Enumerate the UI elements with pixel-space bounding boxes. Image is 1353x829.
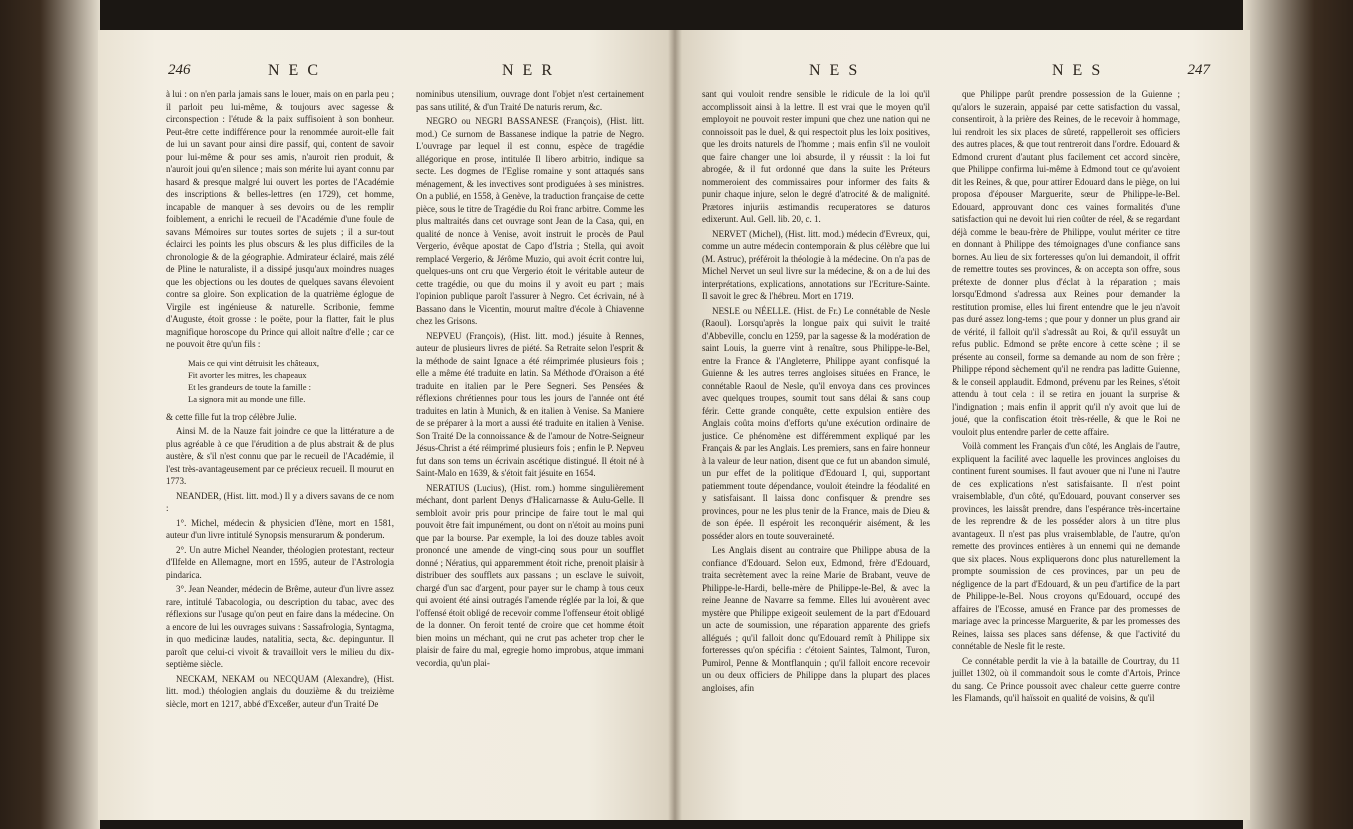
right-headword-1: NES [809,62,867,79]
paragraph: NERATIUS (Lucius), (Hist. rom.) homme singulièrement méchant, dont parlent Denys d'Halicarnasse & Aulu-Gelle. Il sembloit avoir pris pour principe de faire tout le mal qui pouvoit être fait impunément, ou dont on n'étoit au moins puni que par la bourse. Par exemple, la loi des douze tables avoit prononcé une amende de vingt-cinq sous pour un soufflet donné ; Nératius, qui apparemment étoit riche, prenoit plaisir à distribuer des soufflets aux passans ; un esclave le suivoit, chargé d'un sac d'argent, pour payer sur le champ à tous ceux qui avoient été ainsi outragés l'amende réglée par la loi, & que l'offensé étoit obligé de recevoir comme l'offenseur étoit obligé de la donner. On feroit tenté de croire que cet homme étoit bien moins un méchant, qui ne crut pas acheter trop cher le plaisir de faire du mal, egregie homo improbus, atque immani vecordia, qu'un plai- [416,482,644,668]
verse-line: Fit avorter les mitres, les chapeaux [188,369,307,380]
paragraph: nominibus utensilium, ouvrage dont l'objet n'est certainement pas sans utilité, & d'un Traité De naturis rerum, &c. [416,89,644,112]
verse-line: La signora mit au monde une fille. [188,393,306,404]
paragraph: que Philippe parût prendre possession de la Guienne ; qu'alors le suzerain, appaisé par cette satisfaction du vassal, consentiroit, à la prière des Reines, de le recevoir à hommage, lui rendroit les six places de sûreté, rappelleroit ses officiers des autres places, & que tout rentreroit dans l'ordre. Edouard & Edmond crurent d'autant plus facilement cet accord sincère, que Philippe confirma lui-même à Edmond tout ce qu'avoient dit les Reines, & que, pour attirer Edouard dans le piège, on lui proposa d'épouser Marguerite, sœur de Philippe-le-Bel. Edouard, approuvant donc ces vaines formalités d'une satisfaction qui ne devoit lui rien coûter de réel, & se regardant déjà comme le beau-frère de Philippe, voulut mériter ce titre en donnant à Philippe des témoignages d'une confiance sans bornes. Au lieu de six forteresses qu'on lui demandoit, il offrit de remettre toutes ses provinces, & on accepta son offre, sous prétexte de donner plus d'éclat à la réparation ; mais lorsqu'Edmond s'adressa aux Reines pour demander la restitution promise, elles lui firent entendre que le jeu n'avoit pas duré assez long-tems ; que pour y donner un plus grand air de vérité, il falloit qu'il s'adressât au Roi, & qu'il essuyât un refus public. Edmond se prête encore à cette scène ; il se présente au conseil, forme sa demande au nom de son frère ; Philippe répond sèchement qu'il ne rendra pas laditte Guienne, & le conseil applaudit. Edmond, prévenu par les Reines, s'étoit attendu à tout cela : il se retira en jouant la surprise & l'indignation ; mais enfin il apprit qu'il n'y avoit que lui de joué, que la confiscation étoit très-réelle, & que le Roi ne vouloit plus entendre parler de cette affaire. [952,89,1180,437]
left-page [98,30,674,820]
paragraph: NECKAM, NEKAM ou NECQUAM (Alexandre), (Hist. litt. mod.) théologien anglais du douzième & du treizième siècle, mort en 1217, abbé d'Exceßer, auteur d'un Traité De [166,673,394,709]
left-page-header [98,62,674,86]
verse-line: Mais ce qui vint détruisit les châteaux, [188,357,320,368]
paragraph: 2°. Un autre Michel Neander, théologien protestant, recteur d'Ilfelde en Allemagne, mort en 1595, auteur de l'Astrologia pindarica. [166,544,394,580]
left-page-number: 246 [168,62,191,78]
left-column-1 [166,88,394,712]
paragraph: NEPVEU (François), (Hist. litt. mod.) jésuite à Rennes, auteur de plusieurs livres de piété. Sa Retraite selon l'esprit & la méthode de saint Ignace a été réimprimée plusieurs fois ; elle a même été traduite en latin. Sa Méthode d'Oraison a été traduite en italien par le Pere Segneri. Ses Pensées & réflexions chrétiennes pour tous les jours de l'année ont été traduites en latin à Munich, & en italien à Venise. Sa Maniere de se préparer à la mort a aussi été traduite en italien à Venise. Son Traité De la connoissance & de l'amour de Notre-Seigneur Jésus-Christ a été réimprimé plusieurs fois ; enfin le P. Nepveu fut dans son tems un écrivain ascétique distingué. Il étoit né à Saint-Malo en 1639, & s'étoit fait jésuite en 1654. [416,330,644,478]
left-headword-2: NER [502,62,561,79]
paragraph: à lui : on n'en parla jamais sans le louer, mais on en parla peu ; il parloit peu lui-même, & toujours avec sagesse & circonspection : l'étude & la paix suffisoient à son bonheur. Peut-être cette indifférence pour la renommée auroit-elle fait de lui un savant pour ainsi dire passif, qui, content de savoir pour lui-même & pour ses amis, n'auroit rien produit, & n'auroit joui qu'en silence ; mais son mérite lui ayant connu par hasard & presque malgré lui ouvert les portes de l'Académie des inscriptions & belles-lettres (en 1729), cet homme, incapable de manquer à ses devoirs ou de les remplir foiblement, a enrichi le recueil de l'Académie d'une foule de savans Mémoires sur toutes sortes de sujets ; il a sur-tout éclairci les points les plus obscurs & les plus difficiles de la chronologie & de la géographie. Admirateur éclairé, mais zélé de Pline le naturaliste, il a dissipé jusqu'aux moindres nuages que les objections ou les doutes de quelques savans élevoient contre sa gloire. Son explication de la quatrième églogue de Virgile est ingénieuse & naturelle. Scribonie, femme d'Auguste, étoit grosse : le poëte, pour la flatter, fait le plus magnifique horoscope du Prince qui alloit naître d'elle ; car ce ne pouvoit être qu'un fils : [166,89,394,349]
right-column-2 [952,88,1180,707]
paragraph: 3°. Jean Neander, médecin de Brême, auteur d'un livre assez rare, intitulé Tabacologia, ou description du tabac, avec des réflexions sur l'usage qu'on peut en faire dans la médecine. On a encore de lui les ouvrages suivans : Sassafrologia, Syntagma, in quo medicinæ laudes, natalitia, secta, &c. depinguntur. Il paroît que celui-ci vivoit & travailloit vers le milieu du dix-septième siècle. [166,584,394,669]
paragraph: NEGRO ou NEGRI BASSANESE (François), (Hist. litt. mod.) Ce surnom de Bassanese indique la patrie de Negro. L'ouvrage par lequel il est connu, espèce de tragédie allégorique en prose, intitulée Il libero arbitrio, indique sa secte. Les dogmes de l'Eglise romaine y sont attaqués sans ménagement, & les invectives sont prodiguées à ses ministres. On a publié, en 1558, à Genève, la traduction française de cette pièce, sous le titre de Tragédie du Roi franc arbitre. Comme les plus maltraités dans cet ouvrage sont Jean de la Casa, qui, en qualité de nonce à Venise, avoit instruit le procès de Paul Vergerio, évêque apostat de Capo d'Istria ; Stella, qui avoit remplacé Vergerio, & Jérôme Muzio, qui avoit écrit contre lui, quelques-uns ont cru que Vergerio étoit le véritable auteur de cette tragédie, ou que du moins il y avoit eu part ; mais l'opinion publique paroît l'assurer à Negro. Cet écrivain, né à Bassano dans le Vicentin, mourut maître d'école à Chiavenne chez les Grisons. [416,116,644,326]
left-headword-1: NEC [268,62,327,79]
left-cover-edge [0,0,100,829]
paragraph: Les Anglais disent au contraire que Philippe abusa de la confiance d'Edouard. Selon eux, Edmond, frère d'Edouard, traita secrètement avec la reine Marie de Brabant, veuve de Philippe-le-Hardi, belle-mère de Philippe-le-Bel, & avec la reine Jeanne de Navarre sa femme. Elles lui avouèrent avec mystère que Philippe exigeoit seulement de la part d'Edouard un acte de soumission, une réparation apparente des griefs allégués ; qu'il falloit donc qu'Edouard remît à Philippe six forteresses qu'on spécifia : c'étoient Saintes, Talmont, Turon, Pumirol, Penne & Montflanquin ; qu'il falloit encore recevoir un ou deux officiers de Philippe dans la plupart des places angloises, afin [702,545,930,693]
left-column-2 [416,88,644,671]
paragraph: Ce connétable perdit la vie à la bataille de Courtray, du 11 juillet 1302, où il commandoit sous le comte d'Artois, Prince du sang. Ce Prince poussoit avec chaleur cette guerre contre les Flamands, qu'il haïssoit en qualité de voisins, & qu'il [952,655,1180,703]
paragraph: Ainsi M. de la Nauze fait joindre ce que la littérature a de plus agréable à ce que l'érudition a de plus abstrait & de plus austère, & s'il n'est connu que par le recueil de l'Académie, il l'est très-avantageusement par ce précieux recueil. Il mourut en 1773. [166,426,394,486]
right-column-1 [702,88,930,696]
paragraph: 1°. Michel, médecin & physicien d'Iène, mort en 1581, auteur d'un livre intitulé Synopsis mensurarum & ponderum. [166,517,394,540]
right-cover-edge [1243,0,1353,829]
right-page [674,30,1250,820]
right-page-number: 247 [1187,62,1210,78]
paragraph: & cette fille fut la trop célèbre Julie. [166,411,297,422]
paragraph: NEANDER, (Hist. litt. mod.) Il y a divers savans de ce nom : [166,490,394,513]
paragraph: NESLE ou NÉELLE. (Hist. de Fr.) Le connétable de Nesle (Raoul). Lorsqu'après la longue paix qui suivit le traité d'Abbeville, conclu en 1259, par la sagesse & la modération de saint Louis, la guerre vint à renaître, sous Philippe-le-Bel, entre la France & l'Angleterre, Philippe ayant confisqué la Guienne & les autres terres angloises situées en France, le connétable Raoul de Nesle, qu'il envoya dans ces provinces avec quelques troupes, soumit tout sans délai & sans coup férir. Cette grande conquête, cette expulsion entière des Anglais coûta moins d'efforts qu'une exécution ordinaire de justice. Ce phénomène est différemment expliqué par les Français & par les Anglais. Les premiers, sans en faire honneur à la valeur de leur nation, disent que ce fut un abandon simulé, un pur effet de la politique d'Edouard I, qui, supportant patiemment toute dépendance, vouloit éteindre la féodalité en y satisfaisant. Il laissa donc confisquer & prendre ses provinces, pour ne les plus tenir de la France, mais de Dieu & de son épée. Il espéroit les reconquérir aisément, & les posséder alors en toute souveraineté. [702,305,930,541]
verse-block [188,357,394,405]
paragraph: Voilà comment les Français d'un côté, les Anglais de l'autre, expliquent la facilité avec laquelle les provinces angloises du continent furent soumises. Il faut avouer que ni l'une ni l'autre de ces explications n'est satisfaisante. Il n'est point vraisemblable, d'un côté, qu'Edouard, pouvant conserver ses provinces, les laissât prendre, dans l'espérance très-incertaine de les reprendre & de les posséder alors à un titre plus avantageux. Il n'est pas plus vraisemblable, de l'autre, qu'on remette des provinces entières à un ennemi qui ne demande que six places. Nous expliquerons donc plus naturellement la prompte soumission de ces provinces, par un peu de négligence de la part d'Edouard, & un peu d'artifice de la part de Philippe-le-Bel. Nous croyons qu'Edouard, occupé des affaires de l'Ecosse, amusé en France par des promesses de mariage avec la princesse Marguerite, & par les promesses des Reines, laissa ses places sans défense, & que l'activité du connétable de Nesle fit le reste. [952,441,1180,651]
verse-line: Et les grandeurs de toute la famille : [188,381,311,392]
right-headword-2: NES [1052,62,1110,79]
paragraph: NERVET (Michel), (Hist. litt. mod.) médecin d'Evreux, qui, comme un autre médecin contemporain & plus célèbre que lui (M. Astruc), préféroit la théologie à la médecine. On n'a pas de Michel Nervet un seul livre sur la médecine, & on a de lui des interprétations, explications, annotations sur l'Ecriture-Sainte. Il savoit le grec & l'hébreu. Mort en 1719. [702,228,930,301]
paragraph: sant qui vouloit rendre sensible le ridicule de la loi qu'il accomplissoit ainsi à la lettre. Il est vrai que le moyen qu'il employoit ne pouvoit rester impuni que chez une nation qui ne connoissoit pas le duel, & qui respectoit plus les loix positives, que les droits naturels de l'homme ; mais enfin s'il ne vouloit que faire changer une loi absurde, il y réussit : la loi fut abrogée, & il fut ordonné que dans la suite les Préteurs nommeroient des commissaires pour informer des faits & punir chaque injure, selon le degré d'atrocité & de malignité. Prætores injuriis æstimandis recuperatores se daturos edixerunt. Aul. Gell. lib. 20, c. 1. [702,89,930,224]
book-gutter [668,30,682,820]
right-page-header [674,62,1250,86]
